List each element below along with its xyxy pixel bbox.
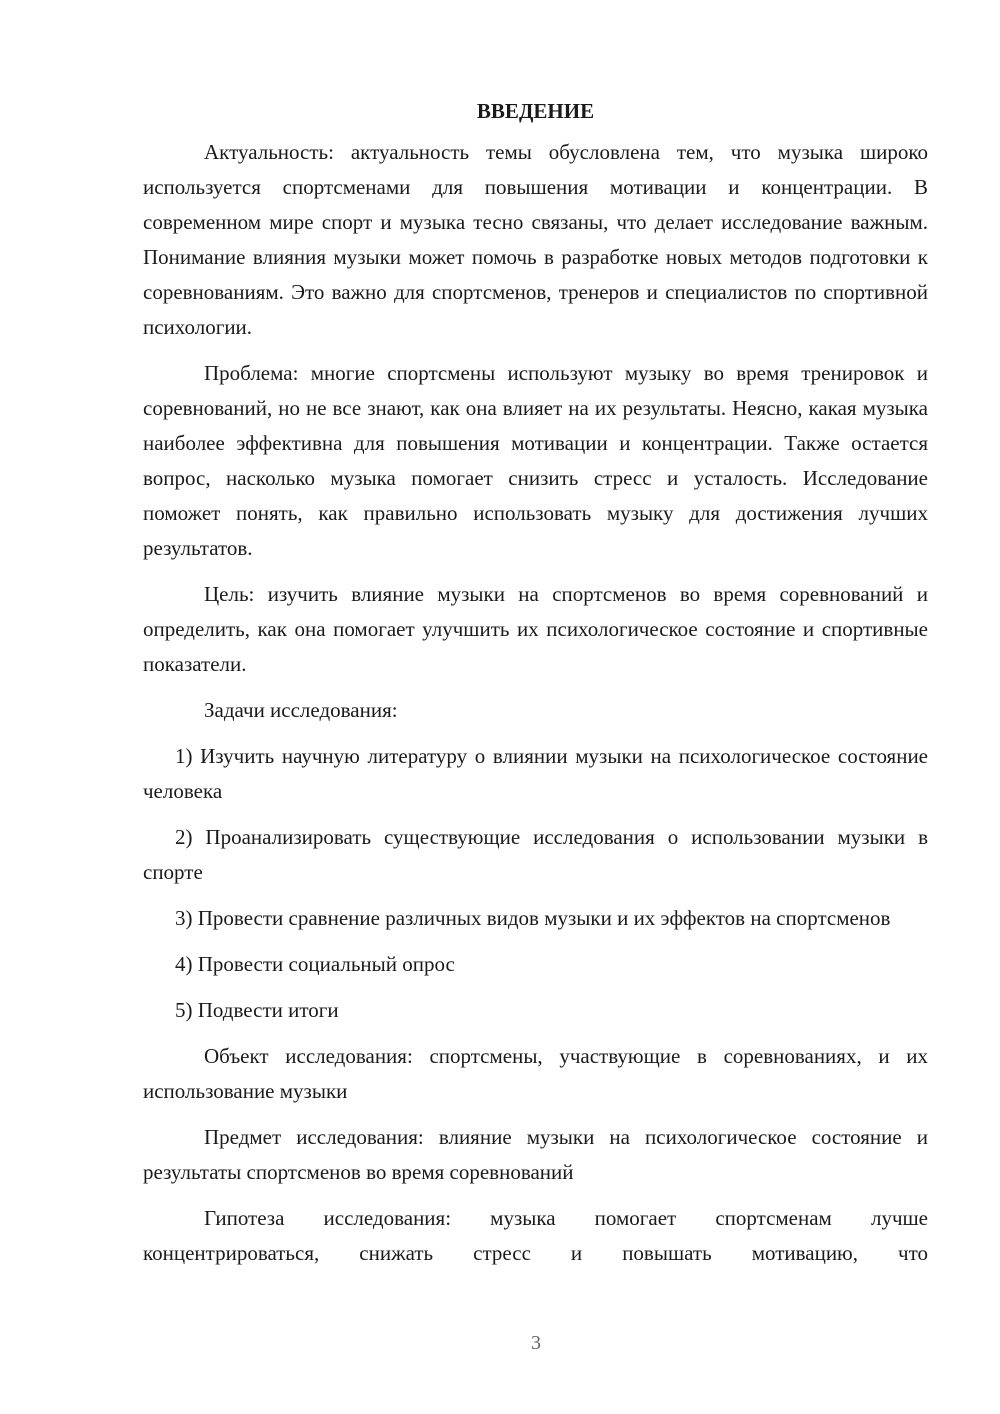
paragraph-object: Объект исследования: спортсмены, участвующие в соревнованиях, и их использование музыки <box>143 1044 928 1103</box>
task-item: 2) Проанализировать существующие исследования о использовании музыки в спорте <box>143 825 928 884</box>
task-item: 1) Изучить научную литературу о влиянии музыки на психологическое состояние человека <box>143 744 928 803</box>
tasks-title: Задачи исследования: <box>204 698 398 722</box>
paragraph-hypothesis: Гипотеза исследования: музыка помогает спортсменам лучше концентрироваться, снижать стресс и повышать мотивацию, что <box>143 1206 928 1265</box>
paragraph-subject: Предмет исследования: влияние музыки на психологическое состояние и результаты спортсменов во время соревнований <box>143 1125 928 1184</box>
task-item: 5) Подвести итоги <box>175 998 339 1022</box>
section-heading: ВВЕДЕНИЕ <box>476 99 595 123</box>
task-item: 4) Провести социальный опрос <box>175 952 455 976</box>
page-content <box>143 94 928 1282</box>
paragraph-goal: Цель: изучить влияние музыки на спортсменов во время соревнований и определить, как она помогает улучшить их психологическое состояние и спортивные показатели. <box>143 582 928 676</box>
paragraph-relevance: Актуальность: актуальность темы обусловлена тем, что музыка широко используется спортсменами для повышения мотивации и концентрации. В современном мире спорт и музыка тесно связаны, что делает исследование важным. Понимание влияния музыки может помочь в разработке новых методов подготовки к соревнованиям. Это важно для спортсменов, тренеров и специалистов по спортивной психологии. <box>143 140 928 339</box>
page-number: 3 <box>531 1332 541 1354</box>
task-item: 3) Провести сравнение различных видов музыки и их эффектов на спортсменов <box>175 906 891 930</box>
paragraph-problem: Проблема: многие спортсмены используют музыку во время тренировок и соревнований, но не все знают, как она влияет на их результаты. Неясно, какая музыка наиболее эффективна для повышения мотивации и концентрации. Также остается вопрос, насколько музыка помогает снизить стресс и усталость. Исследование поможет понять, как правильно использовать музыку для достижения лучших результатов. <box>143 361 928 560</box>
